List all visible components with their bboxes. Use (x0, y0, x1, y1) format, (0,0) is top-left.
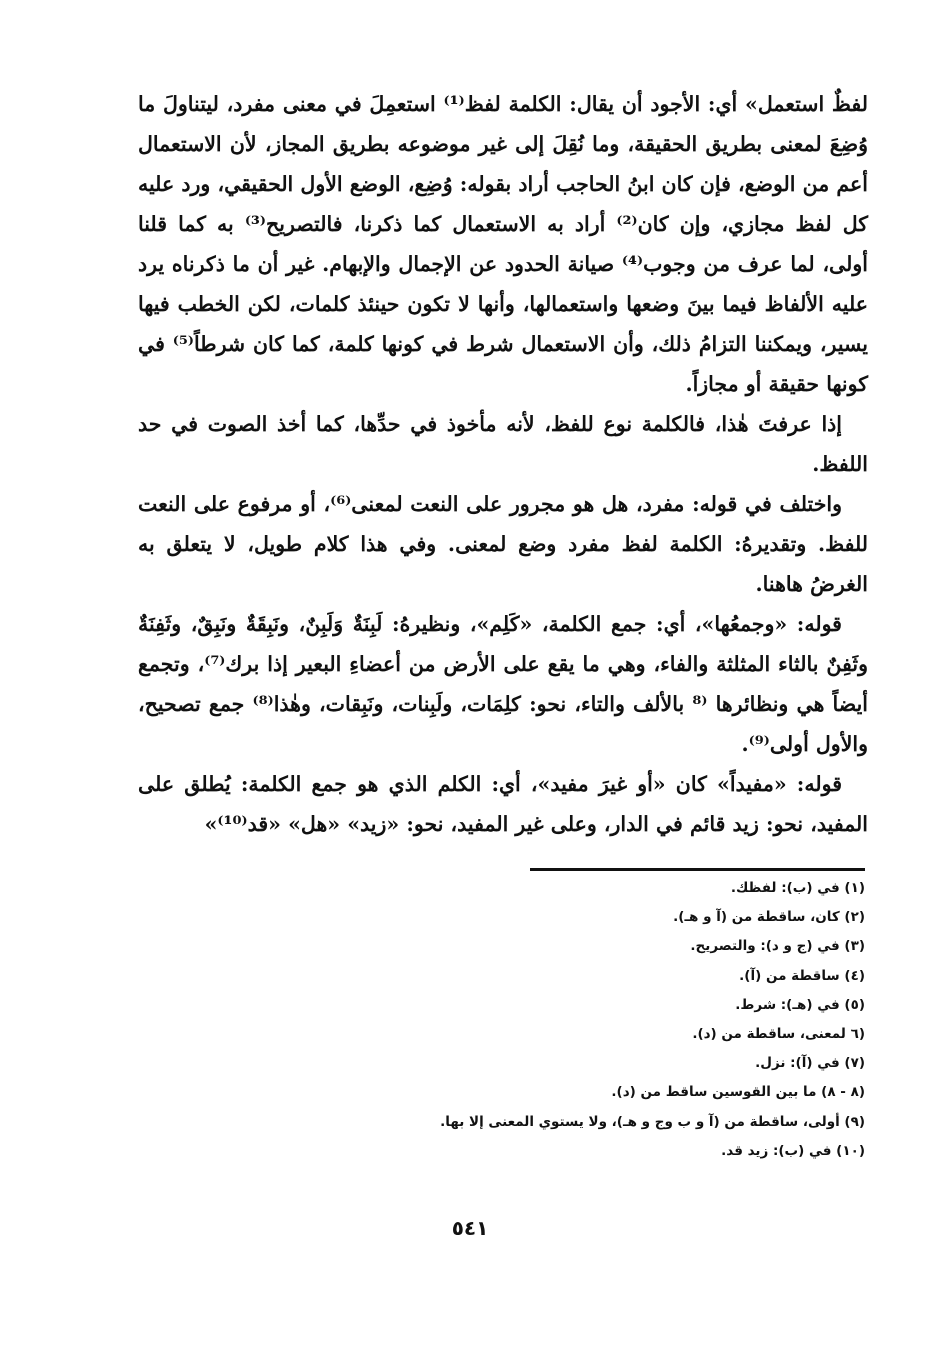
page-number: ٥٤١ (451, 1216, 489, 1240)
footnote-6: (٦ لمعنى، ساقطة من (د). (692, 1026, 865, 1043)
paragraph-1: لفظٌ استعمل» أي: الأجود أن يقال: الكلمة لفظ⁽¹⁾ استعمِلَ في معنى مفرد، ليتناولَ ما وُضِعَ لمعنى بطريق الحقيقة، وما نُقِلَ إلى غير موضوعه بطريق المجاز، لأن الاستعمال أعم من الوضع، فإن كان ابنُ الحاجب أراد بقوله: وُضِع، الوضع الأول الحقيقي، ورد عليه كل لفظ مجازي، وإن كان⁽²⁾ أراد به الاستعمال كما ذكرنا، فالتصريح⁽³⁾ به كما قلنا أولى، لما عرف من وجوب⁽⁴⁾ صيانة الحدود عن الإجمال والإبهام. غير أن ما ذكرناه يرد عليه الألفاظ فيما بينَ وضعها واستعمالها، وأنها لا تكون حينئذ كلمات، لكن الخطب فيها يسير، ويمكننا التزامُ ذلك، وأن الاستعمال شرط في كونها كلمة، كما كان شرطاً⁽⁵⁾ في كونها حقيقة أو مجازاً. (138, 92, 868, 396)
footnote-10: (١٠) في (ب): زيد قد. (721, 1142, 865, 1159)
footnote-3: (٣) في (ج و د): والتصريح. (690, 938, 865, 955)
footnote-2: (٢) كان، ساقطة من (آ و هـ). (673, 909, 865, 926)
paragraph-3: واختلف في قوله: مفرد، هل هو مجرور على النعت لمعنى⁽⁶⁾، أو مرفوع على النعت للفظ. وتقديرهُ: الكلمة لفظ مفرد وضع لمعنى. وفي هذا كلام طويل، لا يتعلق به الغرضُ هاهنا. (138, 492, 868, 596)
main-text (138, 84, 868, 844)
footnotes (200, 874, 865, 1166)
footnote-4: (٤) ساقطة من (آ). (739, 967, 865, 984)
footnote-9: (٩) أولى، ساقطة من (آ و ب وج و هـ)، ولا يستوي المعنى إلا بها. (440, 1113, 865, 1130)
footnote-5: (٥) في (هـ): شرط. (735, 996, 865, 1013)
paragraph-2: إذا عرفتَ هٰذا، فالكلمة نوع للفظ، لأنه مأخوذ في حدِّها، كما أخذ الصوت في حد اللفظ. (138, 412, 868, 476)
footnote-separator (530, 868, 865, 871)
footnote-8: (٨ - ٨) ما بين القوسين ساقط من (د). (611, 1084, 865, 1101)
paragraph-5: قوله: «مفيداً» كان «أو غيرَ مفيد»، أي: الكلم الذي هو جمع الكلمة: يُطلق على المفيد، نحو: زيد قائم في الدار، وعلى غير المفيد، نحو: «زيد» «هل» «قد⁽¹⁰⁾» (138, 772, 868, 836)
footnote-7: (٧) في (آ): نزل. (755, 1055, 865, 1072)
footnote-1: (١) في (ب): لفظك. (730, 880, 865, 896)
paragraph-4: قوله: «وجمعُها»، أي: جمع الكلمة، «كَلِم»، ونظيرهُ: لَبِنَةٌ وَلَبِنٌ، ونَبِقَةٌ ونَبِقٌ، وثَفِنَةٌ وثَفِنٌ بالثاء المثلثة والفاء، وهي ما يقع على الأرض من أعضاءِ البعير إذا برك⁽⁷⁾، وتجمع أيضاً هي ونظائرها ⁽⁸ بالألف والتاء، نحو: كلِمَات، ولَبِنات، ونَبِقات، وهٰذا⁽⁸⁾ جمع تصحيح، والأول أولى⁽⁹⁾. (138, 612, 868, 756)
